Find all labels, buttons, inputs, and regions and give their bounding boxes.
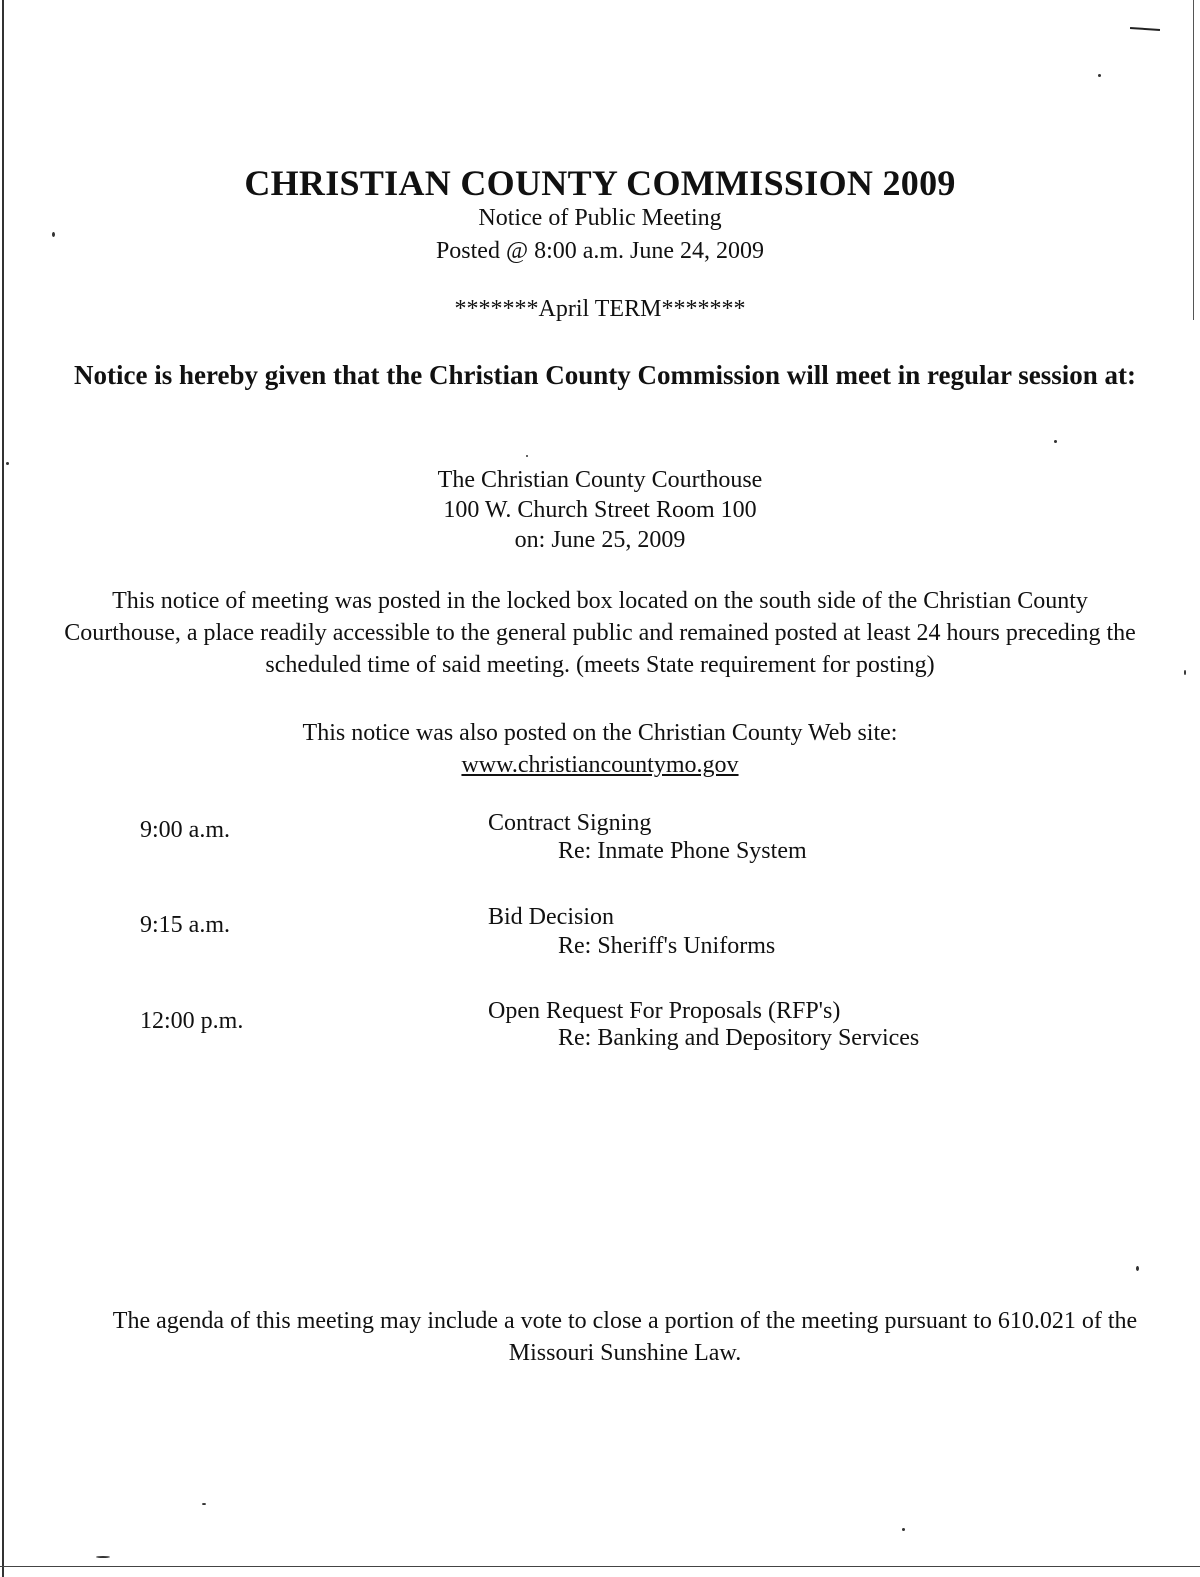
posted-date: Posted @ 8:00 a.m. June 24, 2009: [435, 238, 765, 264]
closing-statement: The agenda of this meeting may include a vote to close a portion of the meeting pursuant to 610.021 of the Missouri Sunshine Law.: [112, 1308, 1138, 1366]
posting-statement: This notice of meeting was posted in the locked box located on the south side of the Christian County Courthouse, a place readily accessible to the general public and remained posted at least 24 hours preceding the scheduled time of said meeting. (meets State requirement for posting): [64, 588, 1136, 678]
location-line-3: on: June 25, 2009: [514, 527, 686, 553]
scan-speck: [1098, 74, 1101, 77]
scan-speck: [202, 1503, 206, 1505]
agenda-time: 9:15 a.m.: [140, 912, 230, 938]
agenda-item-regarding: Re: Sheriff's Uniforms: [558, 933, 776, 959]
document-title: CHRISTIAN COUNTY COMMISSION 2009: [244, 163, 956, 203]
web-notice: This notice was also posted on the Christian County Web site:: [302, 720, 898, 746]
website-link[interactable]: www.christiancountymo.gov: [461, 752, 739, 778]
scan-speck: [1136, 1266, 1139, 1271]
scan-speck: [1184, 670, 1186, 675]
document-subtitle: Notice of Public Meeting: [478, 205, 722, 231]
term-label: *******April TERM*******: [454, 296, 746, 322]
session-notice: Notice is hereby given that the Christian County Commission will meet in regular session at:: [74, 360, 1136, 390]
agenda-item-title: Open Request For Proposals (RFP's): [488, 998, 841, 1024]
scan-edge-right: [1193, 0, 1194, 320]
agenda-item-regarding: Re: Inmate Phone System: [558, 838, 807, 864]
agenda-item-title: Bid Decision: [488, 904, 614, 930]
scan-speck: [526, 455, 528, 457]
agenda-item-title: Contract Signing: [488, 810, 652, 836]
agenda-time: 12:00 p.m.: [140, 1008, 244, 1034]
scan-edge-left: [2, 0, 4, 1577]
agenda-time: 9:00 a.m.: [140, 817, 230, 843]
meeting-location: [0, 465, 1200, 555]
scan-speck: [902, 1528, 905, 1531]
location-line-2: 100 W. Church Street Room 100: [443, 497, 757, 523]
scan-speck: [96, 1556, 110, 1558]
scan-speck: [1054, 440, 1057, 443]
location-line-1: The Christian County Courthouse: [437, 467, 763, 493]
scan-mark: [1130, 27, 1160, 31]
scan-speck: [52, 232, 55, 237]
scan-edge-bottom: [0, 1566, 1200, 1567]
web-notice-block: [0, 717, 1200, 781]
agenda-item-regarding: Re: Banking and Depository Services: [558, 1025, 920, 1051]
